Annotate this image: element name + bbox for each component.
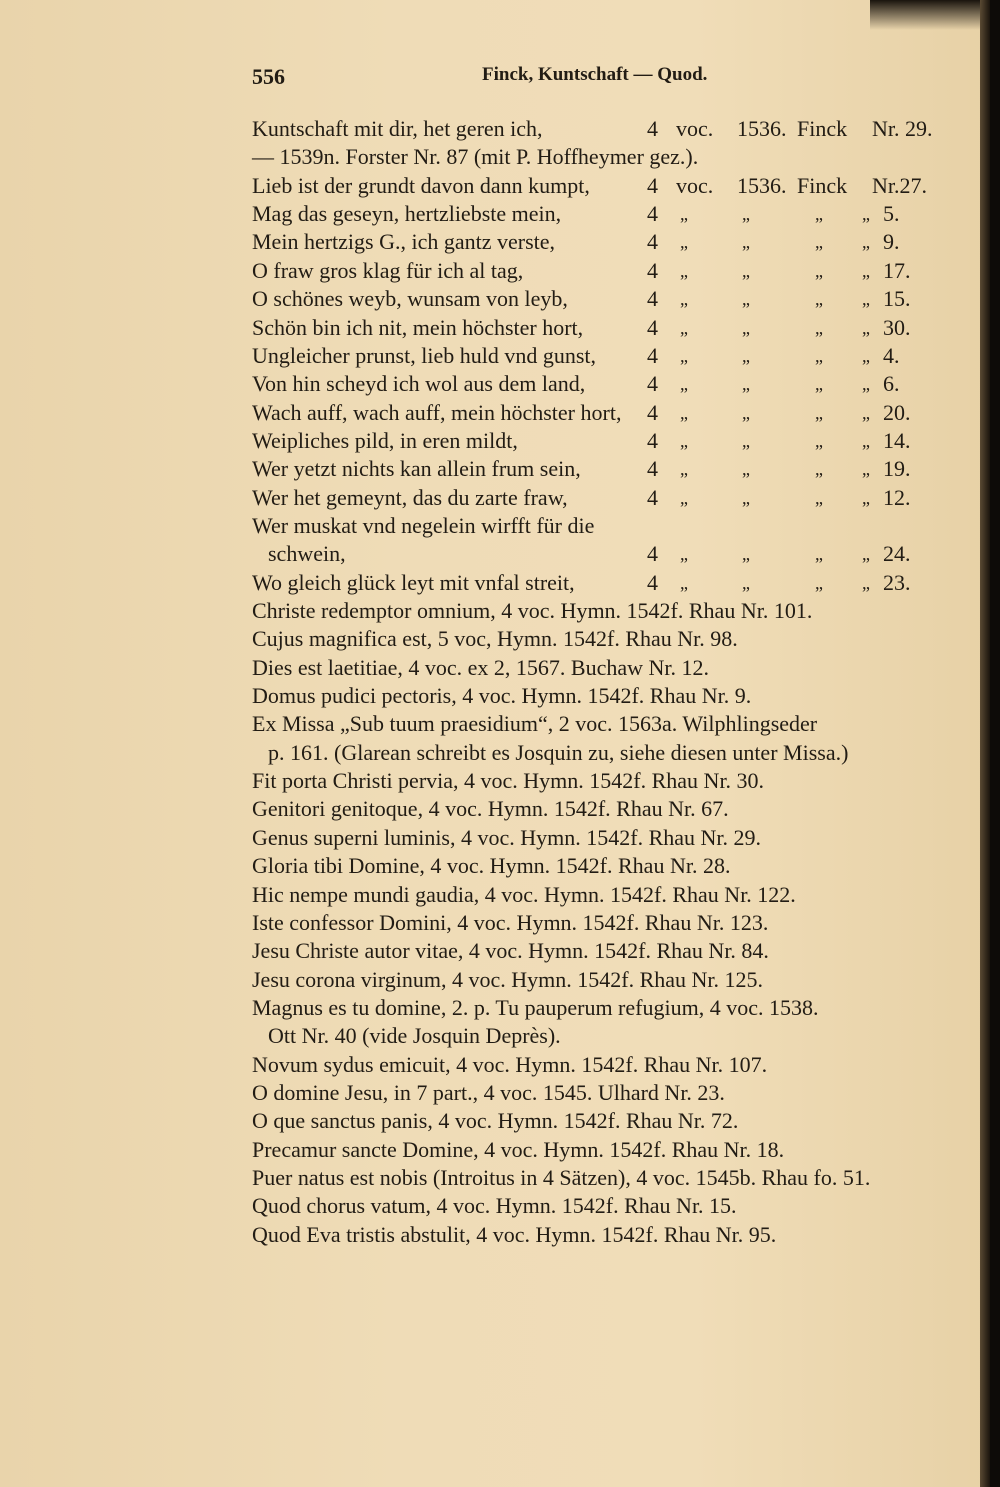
entry-text: Quod Eva tristis abstulit, 4 voc. Hymn. 1542f. Rhau Nr. 95. <box>252 1221 777 1247</box>
number: 15. <box>883 286 911 312</box>
voice-count: 4 <box>647 201 658 227</box>
song-title: O schönes weyb, wunsam von leyb, <box>252 286 568 312</box>
entry-text: Domus pudici pectoris, 4 voc. Hymn. 1542f. Rhau Nr. 9. <box>252 683 752 708</box>
number: 6. <box>883 371 900 397</box>
ditto-mark: „ <box>815 345 823 366</box>
ditto-mark: „ <box>742 289 750 310</box>
voice-count: 4 <box>647 427 658 453</box>
entry-text: Magnus es tu domine, 2. p. Tu pauperum refugium, 4 voc. 1538. <box>252 994 819 1020</box>
song-title: Wer muskat vnd negelein wirfft für die <box>252 512 595 538</box>
ditto-mark: „ <box>742 345 750 366</box>
voc-label: voc. <box>676 172 714 198</box>
song-title: Mag das geseyn, hertzliebste mein, <box>252 201 562 227</box>
ditto-mark: „ <box>680 345 688 366</box>
entry-text: Dies est laetitiae, 4 voc. ex 2, 1567. Buchaw Nr. 12. <box>252 654 710 680</box>
entry-text: Genitori genitoque, 4 voc. Hymn. 1542f. Rhau Nr. 67. <box>252 796 729 822</box>
ditto-mark: „ <box>815 544 823 565</box>
voice-count: 4 <box>647 541 658 567</box>
song-title: Wach auff, wach auff, mein höchster hort, <box>252 399 622 425</box>
ditto-mark: „ <box>815 459 823 480</box>
ditto-mark: „ <box>680 544 688 565</box>
voice-count: 4 <box>647 116 658 141</box>
entry-text: O domine Jesu, in 7 part., 4 voc. 1545. Ulhard Nr. 23. <box>252 1079 725 1105</box>
voc-label: voc. <box>676 116 714 141</box>
entry-text: Quod chorus vatum, 4 voc. Hymn. 1542f. Rhau Nr. 15. <box>252 1193 737 1219</box>
ditto-mark: „ <box>862 260 870 281</box>
voice-count: 4 <box>647 456 658 482</box>
ditto-mark: „ <box>742 459 750 480</box>
number: 5. <box>883 201 900 227</box>
ditto-mark: „ <box>815 317 823 338</box>
entry-text: O que sanctus panis, 4 voc. Hymn. 1542f. Rhau Nr. 72. <box>252 1108 739 1134</box>
edition: Finck <box>797 172 848 198</box>
voice-count: 4 <box>647 172 658 198</box>
ditto-mark: „ <box>815 232 823 253</box>
voice-count: 4 <box>647 286 658 312</box>
ditto-mark: „ <box>862 459 870 480</box>
song-title: Weipliches pild, in eren mildt, <box>252 427 518 453</box>
ditto-mark: „ <box>680 487 688 508</box>
entry-text: Ex Missa „Sub tuum praesidium“, 2 voc. 1563a. Wilphlingseder <box>252 711 818 737</box>
entry-text: Jesu corona virginum, 4 voc. Hymn. 1542f. Rhau Nr. 125. <box>252 966 764 992</box>
voice-count: 4 <box>647 314 658 340</box>
song-title: Ungleicher prunst, lieb huld vnd gunst, <box>252 342 597 368</box>
ditto-mark: „ <box>862 317 870 338</box>
ditto-mark: „ <box>742 232 750 253</box>
voice-count: 4 <box>647 371 658 397</box>
number: 4. <box>883 342 900 368</box>
ditto-mark: „ <box>862 430 870 451</box>
ditto-mark: „ <box>862 232 870 253</box>
ditto-mark: „ <box>742 572 750 593</box>
number: 9. <box>883 229 900 255</box>
ditto-mark: „ <box>742 402 750 423</box>
page-number: 556 <box>252 64 285 89</box>
page-edge <box>980 0 990 1487</box>
ditto-mark: „ <box>862 289 870 310</box>
ditto-mark: „ <box>742 487 750 508</box>
ditto-mark: „ <box>742 544 750 565</box>
voice-count: 4 <box>647 342 658 368</box>
ditto-mark: „ <box>862 544 870 565</box>
entry-text: Gloria tibi Domine, 4 voc. Hymn. 1542f. Rhau Nr. 28. <box>252 853 731 879</box>
song-title: Wer yetzt nichts kan allein frum sein, <box>252 456 581 482</box>
number: 24. <box>883 541 911 567</box>
number: 20. <box>883 399 911 425</box>
ditto-mark: „ <box>862 487 870 508</box>
ditto-mark: „ <box>862 572 870 593</box>
number: 14. <box>883 427 911 453</box>
entry-text: Ott Nr. 40 (vide Josquin Deprès). <box>268 1023 561 1049</box>
entry-text: Novum sydus emicuit, 4 voc. Hymn. 1542f. Rhau Nr. 107. <box>252 1051 768 1077</box>
page-corner-shadow <box>870 0 990 30</box>
ditto-mark: „ <box>680 430 688 451</box>
voice-count: 4 <box>647 399 658 425</box>
ditto-mark: „ <box>815 374 823 395</box>
ditto-mark: „ <box>815 402 823 423</box>
year: 1536. <box>737 116 787 141</box>
ditto-mark: „ <box>815 289 823 310</box>
voice-count: 4 <box>647 257 658 283</box>
song-title: Schön bin ich nit, mein höchster hort, <box>252 314 584 340</box>
entry-text: Jesu Christe autor vitae, 4 voc. Hymn. 1542f. Rhau Nr. 84. <box>252 938 769 964</box>
ditto-mark: „ <box>742 204 750 225</box>
song-title: Kuntschaft mit dir, het geren ich, <box>252 116 543 141</box>
running-title: Finck, Kuntschaft — Quod. <box>482 64 708 85</box>
ditto-mark: „ <box>680 374 688 395</box>
ditto-mark: „ <box>680 232 688 253</box>
number: 19. <box>883 456 911 482</box>
entry-text: Puer natus est nobis (Introitus in 4 Sätzen), 4 voc. 1545b. Rhau fo. 51. <box>252 1165 871 1190</box>
year: 1536. <box>737 172 787 198</box>
song-title: Mein hertzigs G., ich gantz verste, <box>252 229 556 255</box>
ditto-mark: „ <box>680 204 688 225</box>
number: 17. <box>883 257 911 283</box>
edition: Finck <box>797 116 848 141</box>
ditto-mark: „ <box>742 317 750 338</box>
voice-count: 4 <box>647 484 658 510</box>
ditto-mark: „ <box>680 402 688 423</box>
list-item <box>0 1220 990 1254</box>
ditto-mark: „ <box>815 260 823 281</box>
entry-text: Genus superni luminis, 4 voc. Hymn. 1542f. Rhau Nr. 29. <box>252 824 762 850</box>
number: 12. <box>883 484 911 510</box>
song-title: O fraw gros klag für ich al tag, <box>252 257 524 283</box>
ditto-mark: „ <box>862 204 870 225</box>
ditto-mark: „ <box>815 204 823 225</box>
number: 30. <box>883 314 911 340</box>
song-title: Von hin scheyd ich wol aus dem land, <box>252 371 586 397</box>
entry-text: p. 161. (Glarean schreibt es Josquin zu, siehe diesen unter Missa.) <box>268 739 849 765</box>
number: 23. <box>883 569 911 595</box>
song-title: schwein, <box>268 541 346 567</box>
ditto-mark: „ <box>680 572 688 593</box>
page-header <box>252 64 932 90</box>
ditto-mark: „ <box>815 487 823 508</box>
song-title: — 1539n. Forster Nr. 87 (mit P. Hoffheymer gez.). <box>252 144 699 170</box>
entry-text: Iste confessor Domini, 4 voc. Hymn. 1542f. Rhau Nr. 123. <box>252 909 769 935</box>
entry-text: Fit porta Christi pervia, 4 voc. Hymn. 1542f. Rhau Nr. 30. <box>252 768 765 794</box>
number: Nr. 29. <box>872 116 933 141</box>
ditto-mark: „ <box>862 402 870 423</box>
ditto-mark: „ <box>680 317 688 338</box>
song-title: Wo gleich glück leyt mit vnfal streit, <box>252 569 575 595</box>
ditto-mark: „ <box>742 374 750 395</box>
ditto-mark: „ <box>680 289 688 310</box>
entry-text: Cujus magnifica est, 5 voc, Hymn. 1542f. Rhau Nr. 98. <box>252 626 738 652</box>
ditto-mark: „ <box>742 430 750 451</box>
song-title: Lieb ist der grundt davon dann kumpt, <box>252 172 590 198</box>
ditto-mark: „ <box>815 572 823 593</box>
ditto-mark: „ <box>862 374 870 395</box>
ditto-mark: „ <box>680 459 688 480</box>
ditto-mark: „ <box>815 430 823 451</box>
ditto-mark: „ <box>680 260 688 281</box>
entry-text: Hic nempe mundi gaudia, 4 voc. Hymn. 1542f. Rhau Nr. 122. <box>252 881 796 907</box>
ditto-mark: „ <box>862 345 870 366</box>
song-title: Wer het gemeynt, das du zarte fraw, <box>252 484 568 510</box>
voice-count: 4 <box>647 229 658 255</box>
entry-text: Christe redemptor omnium, 4 voc. Hymn. 1542f. Rhau Nr. 101. <box>252 598 813 623</box>
voice-count: 4 <box>647 569 658 595</box>
ditto-mark: „ <box>742 260 750 281</box>
number: Nr.27. <box>872 172 927 198</box>
entry-text: Precamur sancte Domine, 4 voc. Hymn. 1542f. Rhau Nr. 18. <box>252 1136 785 1162</box>
